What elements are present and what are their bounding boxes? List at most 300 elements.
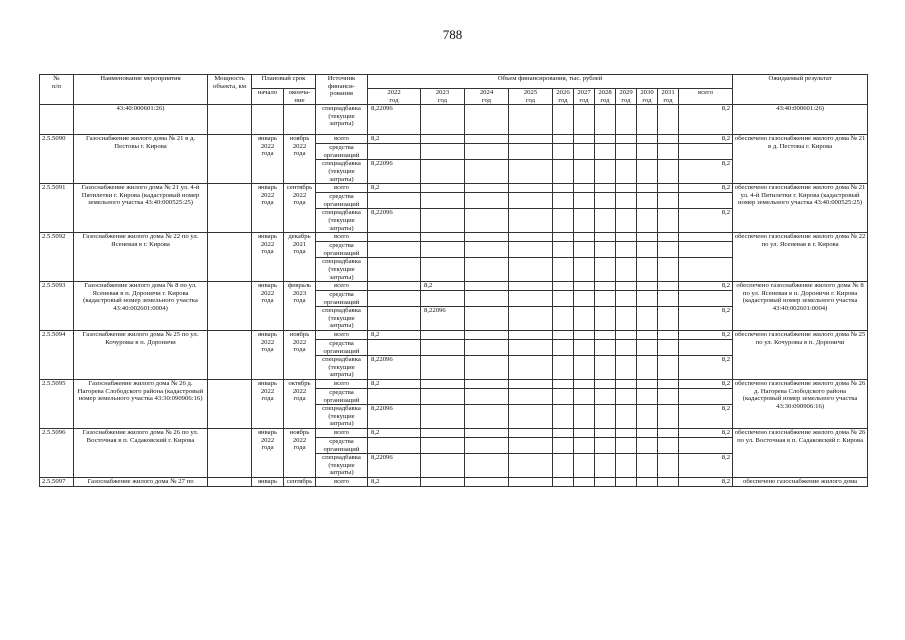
year-value-cell: [368, 291, 421, 307]
year-value-cell: [616, 477, 637, 486]
year-value-cell: [658, 184, 679, 193]
year-value-cell: [637, 282, 658, 291]
total-cell: 8,2: [679, 135, 733, 144]
year-value-cell: [595, 105, 616, 135]
year-value-cell: [421, 160, 465, 184]
year-value-cell: [465, 135, 509, 144]
result-cell: обеспечено газоснабжение жилого дома № 22 по ул. Ясеневая в г. Кирова: [733, 233, 868, 282]
header-total: всего: [679, 89, 733, 105]
result-cell: обеспечено газоснабжение жилого дома № 26 д. Нагорева Слободского района (кадастровый номер земельного участка 43:30:090906:16): [733, 380, 868, 429]
source-cell: всего: [316, 331, 368, 340]
year-value-cell: [368, 258, 421, 282]
name-cell: Газоснабжение жилого дома № 21 ул. 4-й Пятилетки г. Кирова (кадастровый номер земельного участка 43:40:000525:25): [74, 184, 208, 233]
year-value-cell: [616, 233, 637, 242]
name-cell: Газоснабжение жилого дома № 26 д. Нагорева Слободского района (кадастровый номер земельного участка 43:30:090906:16): [74, 380, 208, 429]
year-value-cell: [465, 331, 509, 340]
year-value-cell: [637, 331, 658, 340]
year-value-cell: [553, 258, 574, 282]
source-cell: спецнадбавка (текущие затраты): [316, 160, 368, 184]
year-value-cell: 8,2: [368, 429, 421, 438]
total-cell: [679, 242, 733, 258]
year-value-cell: [553, 209, 574, 233]
year-value-cell: [574, 340, 595, 356]
year-value-cell: [465, 405, 509, 429]
year-value-cell: [637, 233, 658, 242]
year-value-cell: [509, 105, 553, 135]
year-value-cell: [637, 193, 658, 209]
year-value-cell: [616, 291, 637, 307]
year-value-cell: [574, 429, 595, 438]
source-cell: средства организаций: [316, 291, 368, 307]
total-cell: 8,2: [679, 184, 733, 193]
header-year: 2026 год: [553, 89, 574, 105]
year-value-cell: [553, 331, 574, 340]
start-cell: январь 2022 года: [252, 331, 284, 380]
year-value-cell: [509, 282, 553, 291]
source-cell: спецнадбавка (текущие затраты): [316, 405, 368, 429]
year-value-cell: [421, 105, 465, 135]
year-value-cell: [574, 209, 595, 233]
header-year: 2030 год: [637, 89, 658, 105]
year-value-cell: [637, 454, 658, 478]
header-year: 2028 год: [595, 89, 616, 105]
year-value-cell: [595, 477, 616, 486]
total-cell: 8,2: [679, 160, 733, 184]
year-value-cell: [509, 307, 553, 331]
year-value-cell: [595, 242, 616, 258]
year-value-cell: [658, 380, 679, 389]
year-value-cell: [616, 242, 637, 258]
year-value-cell: [421, 477, 465, 486]
end-cell: ноябрь 2022 года: [284, 429, 316, 478]
year-value-cell: [465, 233, 509, 242]
code-cell: 2.5.5094: [40, 331, 74, 380]
header-row: [40, 75, 868, 89]
year-value-cell: [421, 438, 465, 454]
year-value-cell: 8,2: [368, 380, 421, 389]
year-value-cell: [465, 184, 509, 193]
source-cell: спецнадбавка (текущие затраты): [316, 258, 368, 282]
year-value-cell: [553, 135, 574, 144]
year-value-cell: [637, 135, 658, 144]
year-value-cell: [465, 144, 509, 160]
year-value-cell: [574, 380, 595, 389]
year-value-cell: [553, 105, 574, 135]
year-value-cell: [465, 209, 509, 233]
year-value-cell: [595, 438, 616, 454]
year-value-cell: [509, 429, 553, 438]
year-value-cell: 8,22096: [368, 160, 421, 184]
capacity-cell: [208, 105, 252, 135]
year-value-cell: [595, 184, 616, 193]
year-value-cell: [658, 144, 679, 160]
year-value-cell: [616, 258, 637, 282]
table-row: [40, 477, 868, 486]
source-cell: всего: [316, 233, 368, 242]
total-cell: 8,2: [679, 356, 733, 380]
year-value-cell: [421, 242, 465, 258]
name-cell: Газоснабжение жилого дома № 8 по ул. Ясеневая в п. Дороничи г. Кирова (кадастровый номер земельного участка 43:40:002601:0004): [74, 282, 208, 331]
source-cell: средства организаций: [316, 340, 368, 356]
year-value-cell: [616, 340, 637, 356]
year-value-cell: [595, 454, 616, 478]
year-value-cell: [595, 193, 616, 209]
year-value-cell: [574, 454, 595, 478]
year-value-cell: 8,2: [368, 477, 421, 486]
year-value-cell: [368, 307, 421, 331]
year-value-cell: [368, 389, 421, 405]
year-value-cell: [509, 258, 553, 282]
year-value-cell: [595, 135, 616, 144]
year-value-cell: [421, 291, 465, 307]
year-value-cell: [553, 291, 574, 307]
year-value-cell: [368, 233, 421, 242]
year-value-cell: [595, 356, 616, 380]
year-value-cell: [465, 429, 509, 438]
year-value-cell: [509, 454, 553, 478]
total-cell: 8,2: [679, 477, 733, 486]
table-row: [40, 429, 868, 438]
year-value-cell: [465, 340, 509, 356]
year-value-cell: [616, 405, 637, 429]
year-value-cell: [553, 160, 574, 184]
year-value-cell: [465, 307, 509, 331]
year-value-cell: [509, 193, 553, 209]
name-cell: 43:40:000601:26): [74, 105, 208, 135]
year-value-cell: [421, 233, 465, 242]
year-value-cell: [658, 438, 679, 454]
header-year: 2027 год: [574, 89, 595, 105]
year-value-cell: [595, 209, 616, 233]
year-value-cell: [616, 429, 637, 438]
year-value-cell: [658, 389, 679, 405]
year-value-cell: [368, 340, 421, 356]
year-value-cell: [658, 291, 679, 307]
header-result: Ожидаемый результат: [733, 75, 868, 105]
year-value-cell: [368, 282, 421, 291]
year-value-cell: [368, 242, 421, 258]
year-value-cell: [616, 389, 637, 405]
year-value-cell: [574, 135, 595, 144]
year-value-cell: [465, 258, 509, 282]
year-value-cell: [637, 184, 658, 193]
code-cell: 2.5.5093: [40, 282, 74, 331]
year-value-cell: [574, 282, 595, 291]
year-value-cell: [553, 307, 574, 331]
year-value-cell: [465, 454, 509, 478]
header-name: Наименование мероприятия: [74, 75, 208, 105]
source-cell: средства организаций: [316, 193, 368, 209]
year-value-cell: [637, 105, 658, 135]
year-value-cell: [616, 356, 637, 380]
start-cell: январь 2022 года: [252, 135, 284, 184]
code-cell: 2.5.5096: [40, 429, 74, 478]
year-value-cell: 8,22096: [368, 405, 421, 429]
year-value-cell: [616, 209, 637, 233]
year-value-cell: [574, 331, 595, 340]
year-value-cell: [574, 242, 595, 258]
start-cell: январь: [252, 477, 284, 486]
code-cell: 2.5.5097: [40, 477, 74, 486]
year-value-cell: [553, 454, 574, 478]
year-value-cell: [616, 144, 637, 160]
year-value-cell: [637, 160, 658, 184]
result-cell: обеспечено газоснабжение жилого дома № 21 ул. 4-й Пятилетки г. Кирова (кадастровый номер земельного участка 43:40:000525:25): [733, 184, 868, 233]
year-value-cell: [616, 135, 637, 144]
table-row: [40, 135, 868, 144]
year-value-cell: [658, 307, 679, 331]
year-value-cell: [637, 242, 658, 258]
year-value-cell: [574, 477, 595, 486]
total-cell: 8,2: [679, 209, 733, 233]
year-value-cell: [574, 184, 595, 193]
source-cell: спецнадбавка (текущие затраты): [316, 454, 368, 478]
year-value-cell: [574, 193, 595, 209]
year-value-cell: [421, 405, 465, 429]
start-cell: январь 2022 года: [252, 282, 284, 331]
source-cell: всего: [316, 184, 368, 193]
year-value-cell: [421, 184, 465, 193]
header-year: 2022 год: [368, 89, 421, 105]
capacity-cell: [208, 380, 252, 429]
code-cell: [40, 105, 74, 135]
year-value-cell: [658, 209, 679, 233]
year-value-cell: [658, 340, 679, 356]
year-value-cell: [658, 405, 679, 429]
year-value-cell: [421, 331, 465, 340]
year-value-cell: [637, 405, 658, 429]
year-value-cell: [574, 233, 595, 242]
year-value-cell: [658, 356, 679, 380]
year-value-cell: [637, 209, 658, 233]
capacity-cell: [208, 135, 252, 184]
total-cell: 8,2: [679, 105, 733, 135]
year-value-cell: [637, 380, 658, 389]
header-capacity: Мощность объекта, км: [208, 75, 252, 105]
year-value-cell: [595, 331, 616, 340]
capacity-cell: [208, 477, 252, 486]
source-cell: спецнадбавка (текущие затраты): [316, 209, 368, 233]
year-value-cell: [616, 105, 637, 135]
year-value-cell: [595, 160, 616, 184]
year-value-cell: [553, 389, 574, 405]
year-value-cell: [509, 356, 553, 380]
year-value-cell: [509, 331, 553, 340]
year-value-cell: [595, 389, 616, 405]
year-value-cell: 8,22096: [421, 307, 465, 331]
header-start: начало: [252, 89, 284, 105]
year-value-cell: [553, 193, 574, 209]
year-value-cell: [465, 291, 509, 307]
year-value-cell: [509, 340, 553, 356]
year-value-cell: [465, 438, 509, 454]
year-value-cell: [509, 291, 553, 307]
year-value-cell: [553, 233, 574, 242]
capacity-cell: [208, 429, 252, 478]
header-year: 2031 год: [658, 89, 679, 105]
year-value-cell: [509, 209, 553, 233]
year-value-cell: [637, 291, 658, 307]
capacity-cell: [208, 233, 252, 282]
year-value-cell: [509, 184, 553, 193]
financing-table: [39, 74, 868, 487]
year-value-cell: [574, 356, 595, 380]
year-value-cell: [595, 429, 616, 438]
header-number: № п/п: [40, 75, 74, 105]
year-value-cell: [509, 242, 553, 258]
code-cell: 2.5.5095: [40, 380, 74, 429]
year-value-cell: [616, 282, 637, 291]
year-value-cell: [465, 356, 509, 380]
total-cell: 8,2: [679, 454, 733, 478]
year-value-cell: [574, 160, 595, 184]
year-value-cell: [509, 380, 553, 389]
year-value-cell: [465, 380, 509, 389]
year-value-cell: [509, 233, 553, 242]
year-value-cell: [574, 405, 595, 429]
year-value-cell: [509, 160, 553, 184]
year-value-cell: [574, 307, 595, 331]
year-value-cell: [637, 389, 658, 405]
year-value-cell: 8,2: [368, 184, 421, 193]
year-value-cell: [553, 242, 574, 258]
year-value-cell: [509, 405, 553, 429]
end-cell: октябрь 2022 года: [284, 380, 316, 429]
start-cell: январь 2022 года: [252, 380, 284, 429]
start-cell: январь 2022 года: [252, 233, 284, 282]
start-cell: январь 2022 года: [252, 184, 284, 233]
year-value-cell: [553, 405, 574, 429]
year-value-cell: [509, 135, 553, 144]
year-value-cell: [616, 160, 637, 184]
year-value-cell: [616, 193, 637, 209]
end-cell: февраль 2023 года: [284, 282, 316, 331]
end-cell: ноябрь 2022 года: [284, 331, 316, 380]
year-value-cell: [465, 105, 509, 135]
year-value-cell: [595, 258, 616, 282]
page-number: 788: [442, 27, 463, 42]
year-value-cell: [616, 331, 637, 340]
total-cell: 8,2: [679, 429, 733, 438]
year-value-cell: [368, 438, 421, 454]
year-value-cell: [553, 340, 574, 356]
table-row: [40, 331, 868, 340]
source-cell: всего: [316, 380, 368, 389]
year-value-cell: [658, 429, 679, 438]
year-value-cell: [465, 242, 509, 258]
year-value-cell: [616, 307, 637, 331]
year-value-cell: [595, 144, 616, 160]
name-cell: Газоснабжение жилого дома № 22 по ул. Ясеневая в г. Кирова: [74, 233, 208, 282]
source-cell: всего: [316, 477, 368, 486]
header-plan-term: Плановый срок: [252, 75, 316, 89]
year-value-cell: [658, 105, 679, 135]
header-financing: Объем финансирования, тыс. рублей: [368, 75, 733, 89]
year-value-cell: [421, 135, 465, 144]
result-cell: обеспечено газоснабжение жилого дома: [733, 477, 868, 486]
year-value-cell: [637, 307, 658, 331]
year-value-cell: [509, 144, 553, 160]
header-year: 2024 год: [465, 89, 509, 105]
year-value-cell: [421, 209, 465, 233]
code-cell: 2.5.5091: [40, 184, 74, 233]
end-cell: [284, 105, 316, 135]
total-cell: 8,2: [679, 380, 733, 389]
capacity-cell: [208, 184, 252, 233]
year-value-cell: 8,22096: [368, 356, 421, 380]
total-cell: 8,2: [679, 331, 733, 340]
year-value-cell: [553, 380, 574, 389]
total-cell: 8,2: [679, 282, 733, 291]
source-cell: средства организаций: [316, 242, 368, 258]
year-value-cell: [637, 258, 658, 282]
year-value-cell: 8,2: [368, 135, 421, 144]
table-row: [40, 105, 868, 135]
year-value-cell: [509, 389, 553, 405]
capacity-cell: [208, 282, 252, 331]
year-value-cell: [553, 438, 574, 454]
end-cell: сентябрь: [284, 477, 316, 486]
year-value-cell: [616, 454, 637, 478]
year-value-cell: [658, 135, 679, 144]
year-value-cell: [574, 105, 595, 135]
source-cell: всего: [316, 135, 368, 144]
result-cell: обеспечено газоснабжение жилого дома № 21 в д. Пестовы г. Кирова: [733, 135, 868, 184]
year-value-cell: [553, 144, 574, 160]
year-value-cell: [637, 477, 658, 486]
year-value-cell: [637, 429, 658, 438]
year-value-cell: [509, 477, 553, 486]
name-cell: Газоснабжение жилого дома № 26 по ул. Восточная в п. Садаковский г. Кирова: [74, 429, 208, 478]
start-cell: [252, 105, 284, 135]
year-value-cell: [421, 258, 465, 282]
year-value-cell: 8,22096: [368, 209, 421, 233]
total-cell: [679, 193, 733, 209]
source-cell: спецнадбавка (текущие затраты): [316, 105, 368, 135]
year-value-cell: [595, 340, 616, 356]
year-value-cell: [658, 454, 679, 478]
year-value-cell: [595, 405, 616, 429]
year-value-cell: [553, 356, 574, 380]
year-value-cell: [465, 160, 509, 184]
year-value-cell: 8,2: [368, 331, 421, 340]
year-value-cell: [465, 193, 509, 209]
year-value-cell: [553, 477, 574, 486]
total-cell: [679, 291, 733, 307]
year-value-cell: [509, 438, 553, 454]
result-cell: обеспечено газоснабжение жилого дома № 25 по ул. Кочуровы в п. Дороничи: [733, 331, 868, 380]
header-year: 2025 год: [509, 89, 553, 105]
year-value-cell: [658, 160, 679, 184]
year-value-cell: [421, 144, 465, 160]
year-value-cell: [637, 356, 658, 380]
year-value-cell: [465, 282, 509, 291]
header-source: Источник финанси- рования: [316, 75, 368, 105]
year-value-cell: 8,22096: [368, 454, 421, 478]
total-cell: [679, 144, 733, 160]
year-value-cell: 8,22096: [368, 105, 421, 135]
year-value-cell: [574, 258, 595, 282]
end-cell: декабрь 2021 года: [284, 233, 316, 282]
total-cell: [679, 389, 733, 405]
year-value-cell: 8,2: [421, 282, 465, 291]
name-cell: Газоснабжение жилого дома № 25 по ул. Кочуровы в п. Дороничи: [74, 331, 208, 380]
name-cell: Газоснабжение жилого дома № 21 в д. Пестовы г. Кирова: [74, 135, 208, 184]
year-value-cell: [574, 389, 595, 405]
year-value-cell: [421, 429, 465, 438]
result-cell: обеспечено газоснабжение жилого дома № 8 по ул. Ясеневая в п. Дороничи г. Кирова (кадастровый номер земельного участка 43:40:002601:0004): [733, 282, 868, 331]
table-header: [40, 75, 868, 105]
